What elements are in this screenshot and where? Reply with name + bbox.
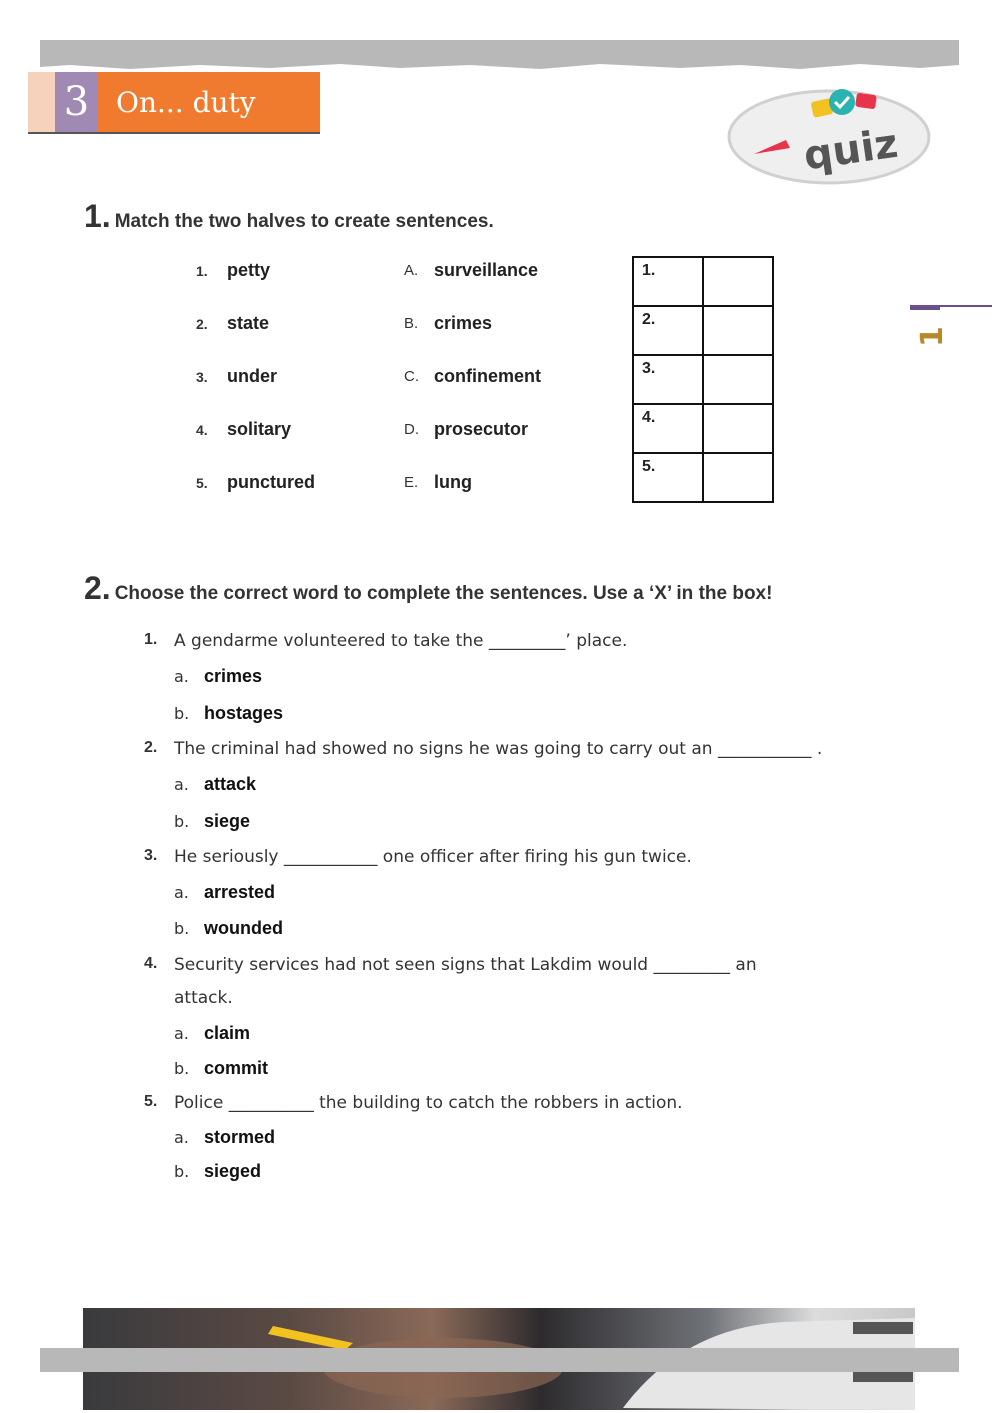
answer-option[interactable]: a. crimes <box>174 666 263 686</box>
answer-grid-input-cell[interactable] <box>703 404 773 453</box>
answer-grid-row <box>633 453 773 502</box>
answer-grid-label: 5. <box>633 453 703 502</box>
answer-grid <box>632 256 774 503</box>
answer-grid-row <box>633 257 773 306</box>
quiz-logo <box>724 82 934 192</box>
section1-number: 1. <box>84 198 111 234</box>
answer-option[interactable]: b. commit <box>174 1058 269 1078</box>
unit-number: 3 <box>55 72 98 132</box>
answer-grid-label: 3. <box>633 355 703 404</box>
section2-instruction: Choose the correct word to complete the sentences. Use a ‘X’ in the box! <box>114 583 773 604</box>
answer-option[interactable]: b. sieged <box>174 1161 262 1181</box>
tab-accent <box>28 72 55 132</box>
answer-option[interactable]: a. arrested <box>174 882 276 902</box>
answer-option[interactable]: b. hostages <box>174 703 284 723</box>
answer-option[interactable]: b. wounded <box>174 918 283 938</box>
answer-grid-input-cell[interactable] <box>703 257 773 306</box>
section2-heading <box>84 570 772 607</box>
answer-option[interactable]: a. stormed <box>174 1127 276 1147</box>
footer-band <box>40 1348 959 1372</box>
answer-option[interactable]: a. attack <box>174 774 257 794</box>
section1-heading <box>84 198 494 235</box>
side-page-number: 1 <box>914 326 950 347</box>
answer-option[interactable]: a. claim <box>174 1023 251 1043</box>
answer-grid-row <box>633 355 773 404</box>
section1-instruction: Match the two halves to create sentences. <box>114 211 494 232</box>
answer-grid-row <box>633 404 773 453</box>
answer-grid-label: 4. <box>633 404 703 453</box>
answer-grid-input-cell[interactable] <box>703 355 773 404</box>
answer-grid-label: 2. <box>633 306 703 355</box>
section2-number: 2. <box>84 570 111 606</box>
unit-title: On... duty <box>98 72 320 132</box>
answer-grid-row <box>633 306 773 355</box>
torn-edge-decoration <box>40 62 959 70</box>
answer-grid-input-cell[interactable] <box>703 306 773 355</box>
answer-grid-label: 1. <box>633 257 703 306</box>
quiz-logo-text: quiz <box>801 120 901 180</box>
answer-option[interactable]: b. siege <box>174 811 251 831</box>
unit-title-tab <box>28 72 320 132</box>
header-band <box>40 40 959 64</box>
answer-grid-input-cell[interactable] <box>703 453 773 502</box>
